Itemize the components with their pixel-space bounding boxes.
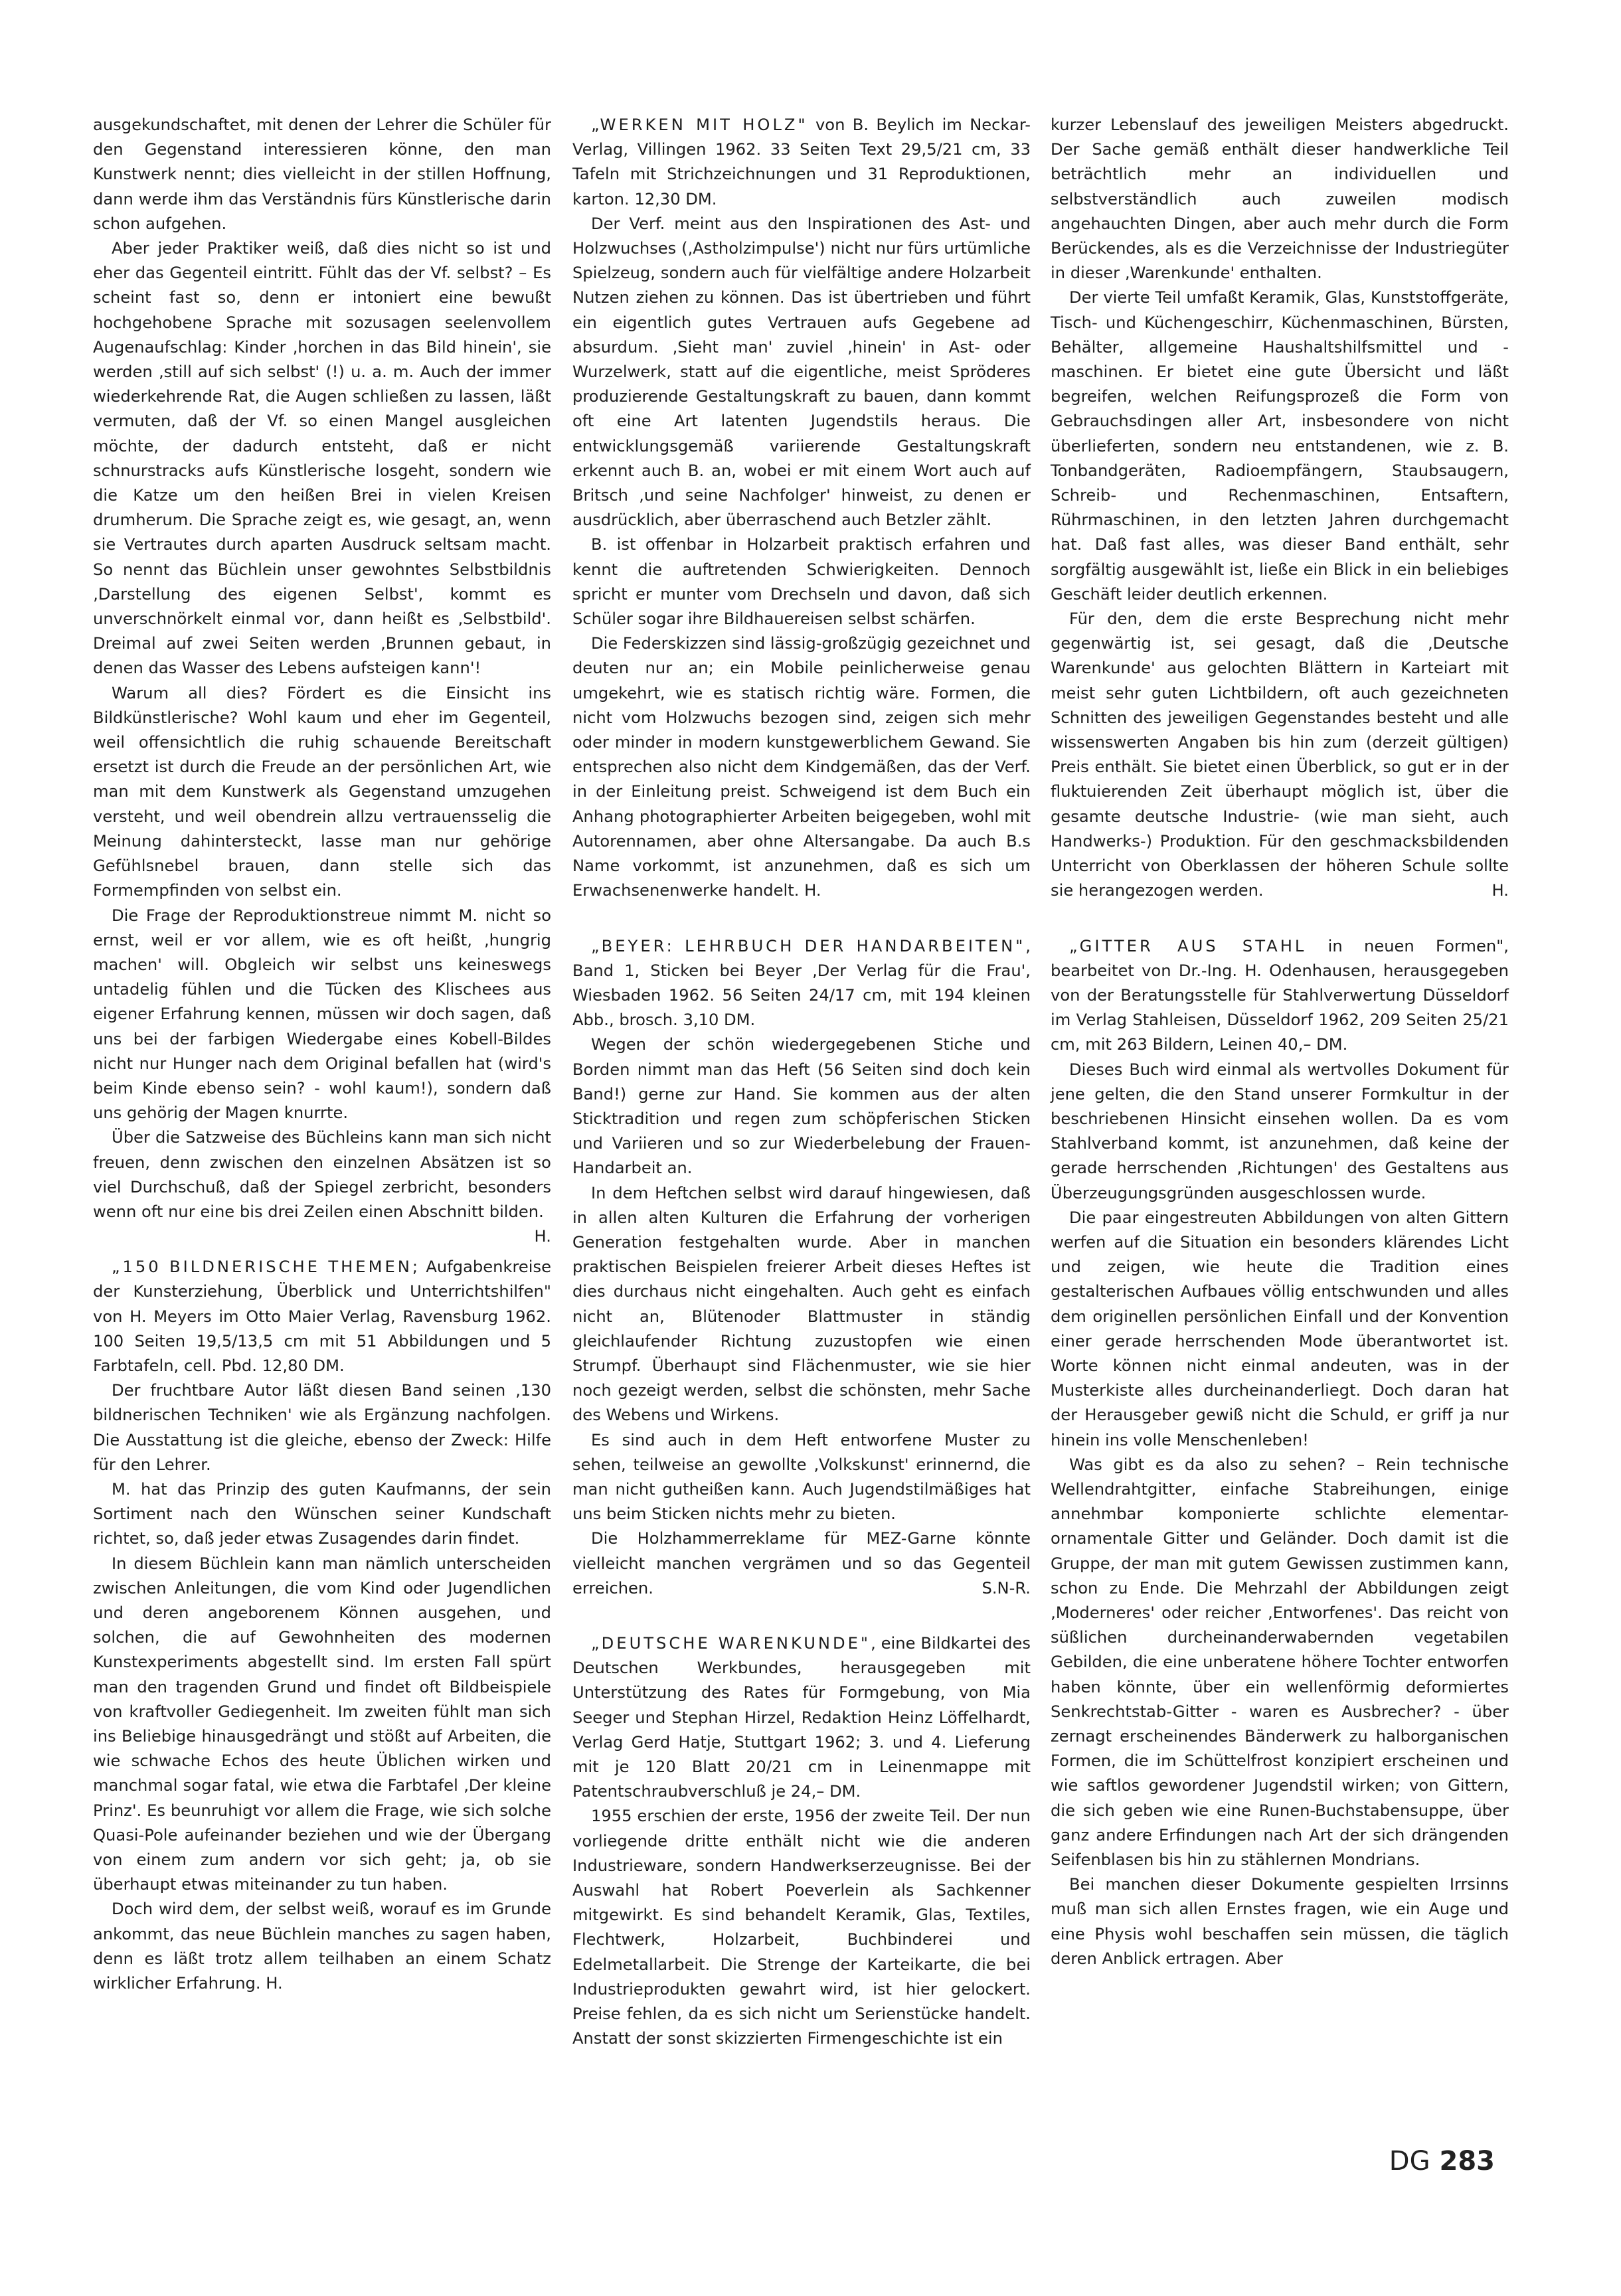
review-signature: H. (534, 1227, 551, 1246)
paragraph: Die Federskizzen sind lässig-großzügig gezeichnet und deuten nur an; ein Mobile peinlicherweise genau umgekehrt, wie es statisch richtig wäre. Formen, die nicht vom Holzwuchs bezogen sind, zeigen sich mehr oder minder in modern kunstgewerblichem Gewand. Sie entsprechen also nicht dem Kindgemäßen, das der Verf. in der Einleitung preist. Schweigend ist dem Buch ein Anhang photographierter Arbeiten beigegeben, wohl mit Autorennamen, aber ohne Altersangabe. Da auch B.s Name vorkommt, ist anzunehmen, daß es sich um Erwachsenenwerke handelt. H. (572, 634, 1031, 900)
review-signature: S.N-R. (981, 1578, 1031, 1598)
column-3 (1051, 113, 1509, 1971)
review-bibliography: von B. Beylich im Neckar-Verlag, Villingen 1962. 33 Seiten Text 29,5/21 cm, 33 Tafeln mit Strichzeichnungen und 31 Reproduktionen, karton. 12,30 DM. (572, 116, 1031, 208)
review-bibliography: Aufgabenkreise der Kunsterziehung, Überblick und Unterrichtshilfen" von H. Meyers im Otto Maier Verlag, Ravensburg 1962. 100 Seiten 19,5/13,5 cm mit 51 Abbildungen und 5 Farbtafeln, cell. Pbd. 12,80 DM. (93, 1258, 551, 1375)
paragraph: In diesem Büchlein kann man nämlich unterscheiden zwischen Anleitungen, die vom Kind oder Jugendlichen und deren angeborenem Können ausgehen, und solchen, die auf Gewohnheiten des modernen Kunstexperiments abgestellt sind. Im ersten Fall spürt man den tragenden Grund und findet oft Bildbeispiele von kraftvoller Gediegenheit. Im zweiten fühlt man sich ins Beliebige hinausgedrängt und stößt auf Arbeiten, die wie schwache Echos des heute Üblichen wirken und manchmal sogar fatal, wie etwa die Farbtafel ‚Der kleine Prinz'. Es beunruhigt vor allem die Frage, wie sich solche Quasi-Pole aufeinander beziehen und wie der Übergang von einem zum andern vor sich geht; ja, ob sie überhaupt etwas miteinander zu tun haben. (93, 1554, 551, 1894)
paragraph: Die paar eingestreuten Abbildungen von alten Gittern werfen auf die Situation ein besonders klärendes Licht und zeigen, wie heute die Tradition eines gestalterischen Aufbaues völlig entschwunden und alles dem originellen persönlichen Einfall und der Konvention einer gerade herrschenden Mode überantwortet ist. Worte können nicht einmal andeuten, was in der Musterkiste alles durcheinanderliegt. Doch daran hat der Herausgeber gewiß nicht die Schuld, er griff ja nur hinein ins volle Menschenleben! (1051, 1208, 1509, 1449)
column-1 (93, 113, 551, 1996)
review-heading (572, 1631, 1031, 1804)
paragraph: 1955 erschien der erste, 1956 der zweite Teil. Der nun vorliegende dritte enthält nicht wie die anderen Industrieware, sondern Handwerkserzeugnisse. Bei der Auswahl hat Robert Poeverlein als Sachkenner mitgewirkt. Es sind behandelt Keramik, Glas, Textiles, Flechtwerk, Holzarbeit, Buchbinderei und Edelmetallarbeit. Die Strenge der Karteikarte, die bei Industrieprodukten gewahrt wird, ist hier gelockert. Preise fehlen, da es sich nicht um Serienstücke handelt. Anstatt der sonst skizzierten Firmengeschichte ist ein (572, 1807, 1031, 2048)
spacer (1051, 904, 1509, 934)
review-title: „DEUTSCHE WARENKUNDE" (591, 1633, 871, 1653)
paragraph: Die Frage der Reproduktionstreue nimmt M. nicht so ernst, weil er vor allem, wie es oft heißt, ‚hungrig machen' will. Obgleich wir selbst uns keineswegs untadelig fühlen und die Tücken des Klischees aus eigener Erfahrung kennen, müssen wir doch sagen, daß uns bei der farbigen Wiedergabe eines Kobell-Bildes nicht nur Hunger nach dem Original befallen hat (wird's beim Kinde ebenso sein? - wohl kaum!), sondern daß uns gehörig der Magen knurrte. (93, 906, 551, 1123)
paragraph: Aber jeder Praktiker weiß, daß dies nicht so ist und eher das Gegenteil eintritt. Fühlt das der Vf. selbst? – Es scheint fast so, denn er intoniert eine bewußt hochgehobene Sprache mit sozusagen seelenvollem Augenaufschlag: Kinder ‚horchen in das Bild hinein', sie werden ‚still auf sich selbst' (!) u. a. m. Auch der immer wiederkehrende Rat, die Augen schließen zu lassen, läßt vermuten, daß der Vf. so einen Mangel ausgleichen möchte, der dadurch entsteht, daß er nicht schnurstracks aufs Künstlerische losgeht, sondern wie die Katze um den heißen Brei in vielen Kreisen drumherum. Die Sprache zeigt es, wie gesagt, an, wenn sie Vertrautes durch aparten Ausdruck seltsam macht. So nennt das Büchlein unser gewohntes Selbstbildnis ‚Darstellung des eigenen Selbst', kommt es unverschnörkelt einmal vor, dann heißt es ‚Selbstbild'. Dreimal auf zwei Seiten werden ‚Brunnen gebaut, in denen das Wasser des Lebens aufsteigen kann'! (93, 239, 551, 678)
paragraph-text: Für den, dem die erste Besprechung nicht mehr gegenwärtig ist, sei gesagt, daß die ‚Deutsche Warenkunde' aus gelochten Blättern in Karteiart mit meist sehr guten Lichtbildern, oft auch gezeichneten Schnitten des jeweiligen Gegenstandes besteht und alle wissenswerten Angaben bis hin zum (derzeit gültigen) Preis enthält. Sie bietet einen Überblick, so gut er in der fluktuierenden Zeit überhaupt möglich ist, über die gesamte deutsche Industrie- (wie man sieht, auch Handwerks-) Produktion. Für den geschmacksbildenden Unterricht von Oberklassen der höheren Schule sollte sie herangezogen werden. (1051, 610, 1509, 900)
paragraph: kurzer Lebenslauf des jeweiligen Meisters abgedruckt. Der Sache gemäß enthält dieser handwerkliche Teil beträchtlich mehr an individuellen und selbstverständlich auch zuweilen modisch angehauchten Dingen, aber auch mehr durch die Form Berückendes, als es die Verzeichnisse der Industriegüter in dieser ‚Warenkunde' enthalten. (1051, 116, 1509, 283)
spacer (93, 1224, 551, 1255)
spacer (572, 904, 1031, 934)
paragraph: M. hat das Prinzip des guten Kaufmanns, der sein Sortiment nach den Wünschen seiner Kundschaft richtet, so, daß jeder etwas Zusagendes darin findet. (93, 1479, 551, 1548)
page-number-value: 283 (1439, 2146, 1495, 2176)
review-heading (1051, 934, 1509, 1058)
paragraph: ausgekundschaftet, mit denen der Lehrer die Schüler für den Gegenstand interessieren könne, den man Kunstwerk nennt; dies vielleicht in der stillen Hoffnung, dann werde ihm das Verständnis fürs Künstlerische darin schon aufgehen. (93, 116, 551, 233)
paragraph: B. ist offenbar in Holzarbeit praktisch erfahren und kennt die auftretenden Schwierigkeiten. Dennoch spricht er munter vom Drechseln und davon, daß sich Schüler sogar ihre Bildhauereisen selbst schärfen. (572, 535, 1031, 629)
spacer (572, 1601, 1031, 1631)
paragraph (93, 1125, 551, 1246)
paragraph: Wegen der schön wiedergegebenen Stiche und Borden nimmt man das Heft (56 Seiten sind doch kein Band!) gerne zur Hand. Sie kommen aus der alten Sticktradition und regen zum schöpferischen Sticken und Variieren und so zur Wiederbelebung der Frauen-Handarbeit an. (572, 1035, 1031, 1178)
review-heading (572, 113, 1031, 212)
paragraph: Der fruchtbare Autor läßt diesen Band seinen ‚130 bildnerischen Techniken' wie als Ergänzung nachfolgen. Die Ausstattung ist die gleiche, ebenso der Zweck: Hilfe für den Lehrer. (93, 1381, 551, 1474)
review-bibliography: , eine Bildkartei des Deutschen Werkbundes, herausgegeben mit Unterstützung des Rates für Formgebung, von Mia Seeger und Stephan Hirzel, Redaktion Heinz Löffelhardt, Verlag Gerd Hatje, Stuttgart 1962; 3. und 4. Lieferung mit je 120 Blatt 20/21 cm in Leinenmappe mit Patentschraubverschluß je 24,– DM. (572, 1633, 1031, 1801)
page-number (1389, 2146, 1495, 2176)
paragraph: Der vierte Teil umfaßt Keramik, Glas, Kunststoffgeräte, Tisch- und Küchengeschirr, Küchenmaschinen, Bürsten, Behälter, allgemeine Haushaltshilfsmittel und -maschinen. Er bietet eine gute Übersicht und läßt begreifen, welchen Reifungsprozeß die Form von Gebrauchsdingen aller Art, insbesondere von nicht überlieferten, sondern neu entstandenen, wie z. B. Tonbandgeräten, Radioempfängern, Staubsaugern, Schreib- und Rechenmaschinen, Entsaftern, Rührmaschinen, in den letzten Jahren durchgemacht hat. Daß fast alles, was dieser Band enthält, sehr sorgfältig ausgewählt ist, ließe ein Blick in ein beliebiges Geschäft leider deutlich erkennen. (1051, 288, 1509, 604)
review-heading (572, 934, 1031, 1033)
review-title: „BEYER: LEHRBUCH DER HANDARBEITEN" (591, 936, 1026, 955)
paragraph: Warum all dies? Fördert es die Einsicht ins Bildkünstlerische? Wohl kaum und eher im Gegenteil, weil offensichtlich die ruhig schauende Bereitschaft ersetzt ist durch die Freude an der persönlichen Art, wie man mit dem Kunstwerk als Gegenstand umzugehen versteht, und weil obendrein allzu vertrauensselig die Meinung dahintersteckt, lasse man nur gehörige Gefühlsnebel brauen, dann stelle sich das Formempfinden von selbst ein. (93, 683, 551, 900)
paragraph-text: Die Holzhammerreklame für MEZ-Garne könnte vielleicht manchen vergrämen und so das Gegenteil erreichen. (572, 1529, 1031, 1598)
paragraph: Es sind auch in dem Heft entworfene Muster zu sehen, teilweise an gewollte ‚Volkskunst' erinnernd, die man nicht gutheißen kann. Auch Jugendstilmäßiges hat uns beim Sticken nichts mehr zu bieten. (572, 1430, 1031, 1524)
review-bibliography: in neuen Formen", bearbeitet von Dr.-Ing. H. Odenhausen, herausgegeben von der Beratungsstelle für Stahlverwertung Düsseldorf im Verlag Stahleisen, Düsseldorf 1962, 209 Seiten 25/21 cm, mit 263 Bildern, Leinen 40,– DM. (1051, 936, 1509, 1054)
review-bibliography: , Band 1, Sticken bei Beyer ‚Der Verlag für die Frau', Wiesbaden 1962. 56 Seiten 24/17 cm, mit 194 kleinen Abb., brosch. 3,10 DM. (572, 936, 1031, 1030)
paragraph: In dem Heftchen selbst wird darauf hingewiesen, daß in allen alten Kulturen die Erfahrung der vorherigen Generation festgehalten wurde. Aber in manchen praktischen Beispielen freierer Arbeit dieses Heftes ist dies durchaus nicht eingehalten. Auch geht es einfach nicht an, Blütenoder Blattmuster in ständig gleichlaufender Richtung zuzustopfen wie einen Strumpf. Überhaupt sind Flächenmuster, wie sie hier noch gezeigt werden, selbst die schönsten, mehr Sache des Webens und Wirkens. (572, 1183, 1031, 1425)
review-signature: H. (1492, 881, 1509, 900)
paragraph (572, 1526, 1031, 1601)
paragraph: Der Verf. meint aus den Inspirationen des Ast- und Holzwuchses (‚Astholzimpulse') nicht nur fürs urtümliche Spielzeug, sondern auch für vielfältige andere Holzarbeit Nutzen ziehen zu können. Das ist übertrieben und führt ein eigentlich gutes Vertrauen aufs Gegebene ad absurdum. ‚Sieht man' zuviel ‚hinein' in Ast- oder Wurzelwerk, statt auf die eigentliche, meist Spröderes produzierende Gestaltungskraft zu bauen, dann kommt oft eine Art latenten Jugendstils heraus. Die entwicklungsgemäß variierende Gestaltungskraft erkennt auch B. an, wobei er mit einem Wort auch auf Britsch ‚und seine Nachfolger' hinweist, zu denen er ausdrücklich, aber überraschend auch Betzler zählt. (572, 214, 1031, 530)
review-title: „WERKEN MIT HOLZ" (591, 116, 808, 134)
paragraph: Bei manchen dieser Dokumente gespielten Irrsinns muß man sich allen Ernstes fragen, wie ein Auge und eine Physis wohl beschaffen sein müssen, die täglich deren Anblick ertragen. Aber (1051, 1875, 1509, 1968)
paragraph: Dieses Buch wird einmal als wertvolles Dokument für jene gelten, die den Stand unserer Formkultur in der beschriebenen Hinsicht einsehen wollen. Da es vom Stahlverband kommt, ist anzunehmen, daß keine der gerade herrschenden ‚Richtungen' des Gestaltens aus Überzeugungsgründen ausgeschlossen wurde. (1051, 1060, 1509, 1202)
paragraph-text: Über die Satzweise des Büchleins kann man sich nicht freuen, denn zwischen den einzelnen Absätzen ist so viel Durchschuß, daß der Spiegel zerbricht, besonders wenn oft nur eine bis drei Zeilen einen Abschnitt bilden. (93, 1128, 551, 1221)
journal-abbreviation: DG (1389, 2146, 1430, 2176)
review-heading (93, 1255, 551, 1378)
paragraph (1051, 607, 1509, 903)
column-2 (572, 113, 1031, 2051)
review-title: „GITTER AUS STAHL (1069, 936, 1307, 955)
paragraph: Was gibt es da also zu sehen? – Rein technische Wellendrahtgitter, einfache Stabreihungen, einige annehmbar komponierte schlichte elementar-ornamentale Gitter und Geländer. Doch damit ist die Gruppe, der man mit gutem Gewissen zustimmen kann, schon zu Ende. Die Mehrzahl der Abbildungen zeigt ‚Moderneres' oder reicher ‚Entworfenes'. Das reicht von süßlichen durcheinanderwabernden vegetabilen Gebilden, die eine unberatene höhere Tochter entworfen haben könnte, über ein wellenförmig deformiertes Senkrechtstab-Gitter - waren es Ausbrecher? - über zernagt erscheinendes Bänderwerk zu halborganischen Formen, die im Schüttelfrost konzipiert erscheinen und wie saftlos gewordener Jugendstil wirken; von Gittern, die sich geben wie eine Runen-Buchstabensuppe, über ganz andere Erfindungen nach Art der sich drängenden Seifenblasen bis hin zu stählernen Mondrians. (1051, 1455, 1509, 1870)
review-title: „150 BILDNERISCHE THEMEN; (112, 1258, 420, 1277)
paragraph: Doch wird dem, der selbst weiß, worauf es im Grunde ankommt, das neue Büchlein manches zu sagen haben, denn es läßt trotz allem teilhaben an einem Schatz wirklicher Erfahrung. H. (93, 1900, 551, 1993)
